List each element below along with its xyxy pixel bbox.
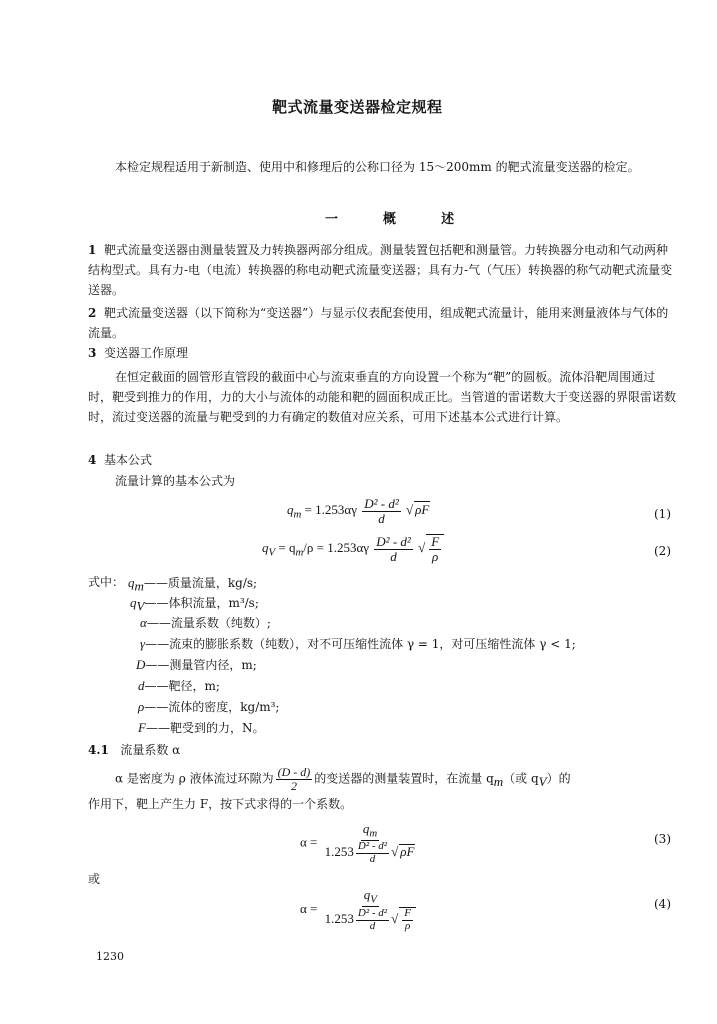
variable-definition: $q_V——$体积流量，m³/s; [130,595,259,614]
equation-3-number: (3) [654,832,671,846]
item-3-heading: 3 变送器工作原理 [88,346,189,360]
equation-2-number: (2) [654,544,671,558]
section-heading: 一 概 述 [325,212,455,227]
variable-definition: F——靶受到的力，N。 [138,720,265,735]
equation-4-number: (4) [654,897,671,911]
variable-definition: d——靶径，m; [138,678,220,693]
variable-definition: ρ——流体的密度，kg/m³; [138,699,280,714]
item-4-text: 流量计算的基本公式为 [115,474,236,488]
variable-definition: $q_m——$质量流量，kg/s; [128,575,258,594]
item-3-paragraph: 在恒定截面的圆管形直管段的截面中心与流束垂直的方向设置一个称为“靶”的圆板。流体沿靶周围通过时，靶受到推力的作用，力的大小与流体的动能和靶的圆面积成正比。当管道的雷诺数大于变送器的界限雷诺数时，流过变送器的流量与靶受到的力有确定的数值对应关系，可用下述基本公式进行计算。 [88,370,677,424]
equation-3: α = $q_m$ 1.253 $\frac{\text{D² - d²}}{d}$ √ ρF [300,821,415,865]
where-label: 式中： [88,575,125,589]
variable-definition: D——测量管内径，m; [136,657,257,672]
subsection-4-1-paragraph: α 是密度为 ρ 液体流过环隙为 $\frac{(D - d)}{2}$ 的变送器的测量装置时，在流量 $q_m$（或 $q_V$）的 [115,765,571,793]
sqrt-icon: √ [391,843,399,859]
item-1: 1 靶式流量变送器由测量装置及力转换器两部分组成。测量装置包括靶和测量管。力转换器分电动和气动两种结构型式。具有力-电（电流）转换器的称电动靶式流量变送器；具有力-气（气压）转换器的称气动靶式流量变送器。 [88,243,673,297]
item-4-heading: 4 基本公式 [88,453,153,467]
equation-4: α = $q_V$ 1.253 $\frac{\text{D² - d²}}{d}$ √ $\frac{F}{\rho}$ [300,888,420,932]
sqrt-icon: √ [418,540,426,556]
intro-paragraph: 本检定规程适用于新制造、使用中和修理后的公称口径为 15～200mm 的靶式流量变送器的检定。 [115,160,640,174]
eq1-fraction: $\frac{\text{D² - d²}}{d}$ [364,496,399,526]
variable-definition: α——流量系数（纯数）; [140,615,271,630]
equation-1: $q_m = 1.253\alpha\gamma$ $\frac{\text{D² - d²}}{d}$ √ ρF [287,496,430,526]
equation-1-number: (1) [654,507,671,521]
page-title: 靶式流量变送器检定规程 [272,98,443,116]
subsection-4-1-heading: 4.1 流量系数 α [88,743,181,757]
item-2: 2 靶式流量变送器（以下简称为“变送器”）与显示仪表配套使用，组成靶式流量计，能用来测量液体与气体的流量。 [88,306,669,340]
sqrt-icon: √ [405,502,414,518]
eq2-fraction: $\frac{\text{D² - d²}}{d}$ [376,534,411,564]
equation-2: $q_V = q_m/\rho = 1.253\alpha\gamma$ $\frac{\text{D² - d²}}{d}$ √ $\frac{F}{\rho}$ [262,534,444,563]
variable-definition: γ——流束的膨胀系数（纯数），对不可压缩性流体 γ = 1，对可压缩性流体 γ < 1; [140,636,576,651]
page-number: 1230 [96,950,124,963]
subsection-4-1-line-2: 作用下，靶上产生力 F，按下式求得的一个系数。 [88,797,353,811]
or-label: 或 [88,872,101,886]
sqrt-icon: √ [391,910,399,926]
